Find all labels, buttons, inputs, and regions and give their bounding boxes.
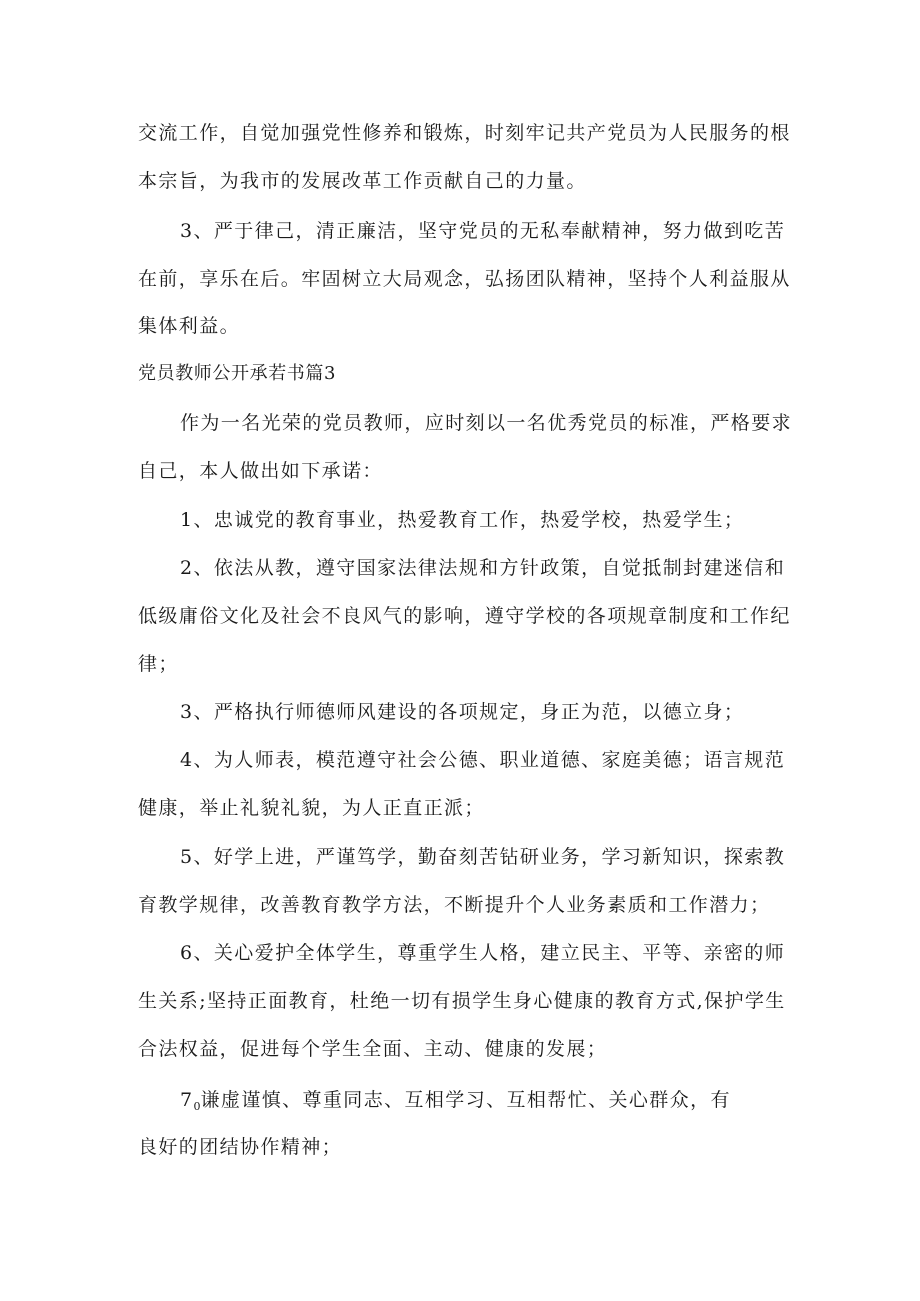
intro-paragraph: 作为一名光荣的党员教师，应时刻以一名优秀党员的标准，严格要求 (180, 412, 793, 434)
text-line: 自己，本人做出如下承诺： (138, 460, 383, 482)
paragraph-item-3: 3、严于律己，清正廉洁，坚守党员的无私奉献精神，努力做到吃苦 (180, 220, 786, 242)
list-item-2: 2、依法从教，遵守国家法律法规和方针政策，自觉抵制封建迷信和 (180, 557, 786, 579)
list-item-3: 3、严格执行师德师风建设的各项规定，身正为范，以德立身； (180, 701, 745, 723)
text-line: 交流工作，自觉加强党性修养和锻炼，时刻牢记共产党员为人民服务的根 (138, 122, 791, 144)
list-item-7 (180, 1088, 731, 1115)
item-text: 谦虚谨慎、尊重同志、互相学习、互相帮忙、关心群众，有 (200, 1089, 731, 1111)
text-line: 低级庸俗文化及社会不良风气的影响，遵守学校的各项规章制度和工作纪 (138, 605, 791, 627)
section-heading: 党员教师公开承若书篇3 (138, 363, 337, 384)
text-line: 良好的团结协作精神； (138, 1136, 343, 1158)
text-line: 集体利益。 (138, 315, 241, 337)
list-item-5: 5、好学上进，严谨笃学，勤奋刻苦钻研业务，学习新知识，探索教 (180, 846, 786, 868)
item-number-subscript: 0 (193, 1100, 201, 1113)
text-line: 育教学规律，改善教育教学方法，不断提升个人业务素质和工作潜力； (138, 894, 771, 916)
text-line: 合法权益，促进每个学生全面、主动、健康的发展； (138, 1038, 608, 1060)
item-number: 7 (180, 1089, 194, 1111)
text-line: 在前，享乐在后。牢固树立大局观念，弘扬团队精神，坚持个人利益服从 (138, 268, 791, 290)
list-item-4: 4、为人师表，模范遵守社会公德、职业道德、家庭美德；语言规范 (180, 749, 786, 771)
text-line: 本宗旨，为我市的发展改革工作贡献自己的力量。 (138, 170, 587, 192)
text-line: 律； (138, 653, 179, 675)
text-line: 健康，举止礼貌礼貌，为人正直正派； (138, 797, 485, 819)
list-item-1: 1、忠诚党的教育事业，热爱教育工作，热爱学校，热爱学生； (180, 509, 745, 531)
list-item-6: 6、关心爱护全体学生，尊重学生人格，建立民主、平等、亲密的师 (180, 942, 786, 964)
text-line: 生关系;坚持正面教育，杜绝一切有损学生身心健康的教育方式,保护学生 (138, 990, 786, 1012)
